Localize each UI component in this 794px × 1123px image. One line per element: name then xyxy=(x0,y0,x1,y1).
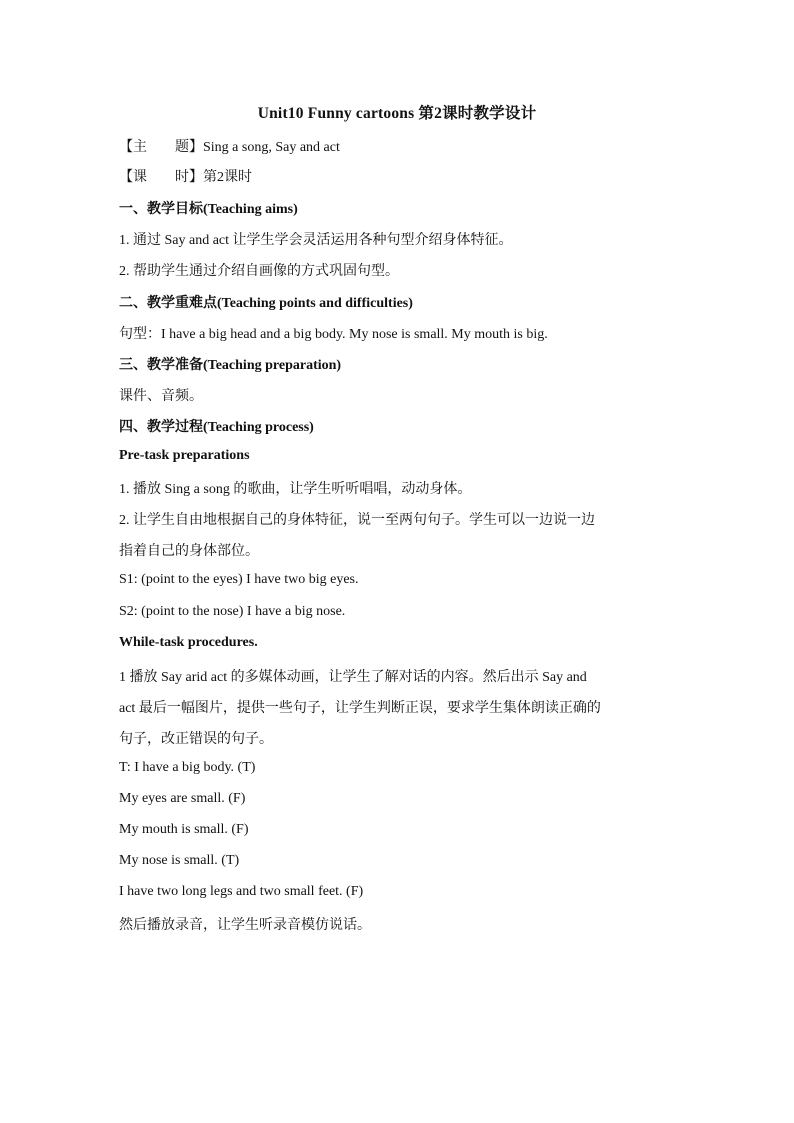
section-heading-aims: 一、教学目标(Teaching aims) xyxy=(119,202,298,217)
meta-topic xyxy=(119,136,679,156)
aims-item-2: 2. 帮助学生通过介绍自画像的方式巩固句型。 xyxy=(119,264,399,279)
aims-item-1: 1. 通过 Say and act 让学生学会灵活运用各种句型介绍身体特征。 xyxy=(119,233,513,248)
meta-topic-value: Sing a song, Say and act xyxy=(203,140,340,155)
section-heading-preparation: 三、教学准备(Teaching preparation) xyxy=(119,358,342,373)
true-false-item-1: T: I have a big body. (T) xyxy=(119,760,256,775)
subheading-while-task: While-task procedures. xyxy=(119,635,258,650)
while-task-item-1-line-2: act 最后一幅图片，提供一些句子，让学生判断正误，要求学生集体朗读正确的 xyxy=(119,701,601,716)
meta-period-value: 第2课时 xyxy=(203,170,252,185)
meta-topic-label: 【主 题】 xyxy=(119,140,203,155)
meta-period xyxy=(119,166,679,186)
section-heading-process: 四、教学过程(Teaching process) xyxy=(119,420,314,435)
pre-task-item-2-line-1: 2. 让学生自由地根据自己的身体特征，说一至两句句子。学生可以一边说一边 xyxy=(119,513,595,528)
pre-task-example-s2: S2: (point to the nose) I have a big nose. xyxy=(119,604,346,619)
points-text: 句型：I have a big head and a big body. My nose is small. My mouth is big. xyxy=(119,327,548,342)
meta-period-label: 【课 时】 xyxy=(119,170,203,185)
pre-task-item-2-line-2: 指着自己的身体部位。 xyxy=(119,544,259,559)
section-heading-points: 二、教学重难点(Teaching points and difficulties) xyxy=(119,296,413,311)
while-task-item-1-line-3: 句子，改正错误的句子。 xyxy=(119,732,273,747)
true-false-item-5: I have two long legs and two small feet. (F) xyxy=(119,884,364,899)
true-false-item-3: My mouth is small. (F) xyxy=(119,822,249,837)
pre-task-example-s1: S1: (point to the eyes) I have two big eyes. xyxy=(119,572,359,587)
subheading-pre-task: Pre-task preparations xyxy=(119,448,250,463)
document-title: Unit10 Funny cartoons 第2课时教学设计 xyxy=(257,105,537,122)
true-false-item-4: My nose is small. (T) xyxy=(119,853,240,868)
pre-task-item-1: 1. 播放 Sing a song 的歌曲，让学生听听唱唱，动动身体。 xyxy=(119,482,472,497)
while-task-item-1-line-1: 1 播放 Say arid act 的多媒体动画，让学生了解对话的内容。然后出示 Say and xyxy=(119,670,587,685)
true-false-item-2: My eyes are small. (F) xyxy=(119,791,246,806)
closing-text: 然后播放录音，让学生听录音模仿说话。 xyxy=(119,918,371,933)
preparation-text: 课件、音频。 xyxy=(119,389,203,404)
